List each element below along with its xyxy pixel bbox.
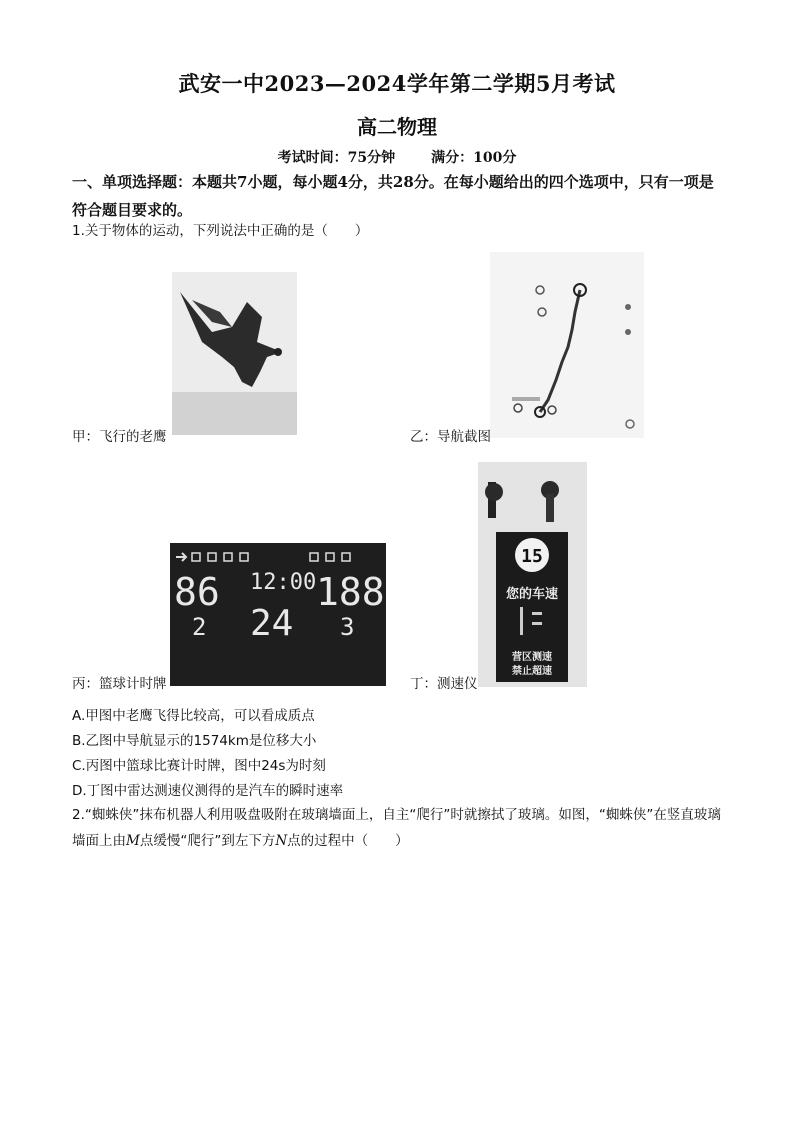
option-c: C.丙图中篮球比赛计时牌，图中24s为时刻 — [72, 758, 326, 774]
speed-sign-line2b: 禁止超速 — [512, 666, 552, 677]
exam-meta — [0, 147, 794, 167]
speed-radar-sign — [478, 462, 587, 687]
exam-score: 满分：100分 — [431, 150, 517, 166]
question-1-stem: 1.关于物体的运动，下列说法中正确的是（ ） — [72, 223, 369, 239]
speed-limit: 15 — [521, 546, 543, 567]
exam-title: 武安一中2023—2024学年第二学期5月考试 — [178, 71, 616, 96]
score-right: 188 — [316, 570, 385, 614]
option-a: A.甲图中老鹰飞得比较高，可以看成质点 — [72, 708, 315, 724]
q2-text-3: 点的过程中（ ） — [287, 833, 409, 849]
eagle-photo — [172, 272, 297, 435]
period-right: 3 — [340, 613, 355, 641]
caption-b: 乙：导航截图 — [410, 429, 491, 445]
question-2-stem — [72, 802, 732, 854]
navigation-map — [490, 252, 644, 438]
caption-c: 丙：篮球计时牌 — [72, 676, 167, 692]
speed-sign-line1: 您的车速 — [505, 587, 559, 602]
point-n: N — [275, 833, 288, 849]
shot-clock: 24 — [250, 603, 294, 644]
period-left: 2 — [192, 613, 207, 641]
option-b: B.乙图中导航显示的1574km是位移大小 — [72, 733, 317, 749]
q2-text-1: 2.“蜘蛛侠”抹布机器人利用吸盘吸附在玻璃墙面上，自主“爬行”时就擦拭了玻璃。如图，“蜘蛛侠”在竖直玻璃墙面上由 — [72, 807, 721, 849]
speed-sign-line2a: 营区测速 — [512, 652, 552, 663]
exam-time: 考试时间：75分钟 — [277, 150, 396, 166]
score-left: 86 — [174, 570, 220, 614]
option-d: D.丁图中雷达测速仪测得的是汽车的瞬时速率 — [72, 783, 344, 799]
game-clock: 12:00 — [250, 570, 317, 595]
point-m: M — [126, 833, 140, 849]
exam-subject: 高二物理 — [357, 115, 437, 139]
q2-text-2: 点缓慢“爬行”到左下方 — [139, 833, 276, 849]
caption-a: 甲：飞行的老鹰 — [72, 429, 167, 445]
basketball-scoreboard — [170, 543, 386, 686]
caption-d: 丁：测速仪 — [410, 676, 478, 692]
section-heading: 一、单项选择题：本题共7小题，每小题4分，共28分。在每小题给出的四个选项中，只有一项是符合题目要求的。 — [72, 173, 714, 219]
